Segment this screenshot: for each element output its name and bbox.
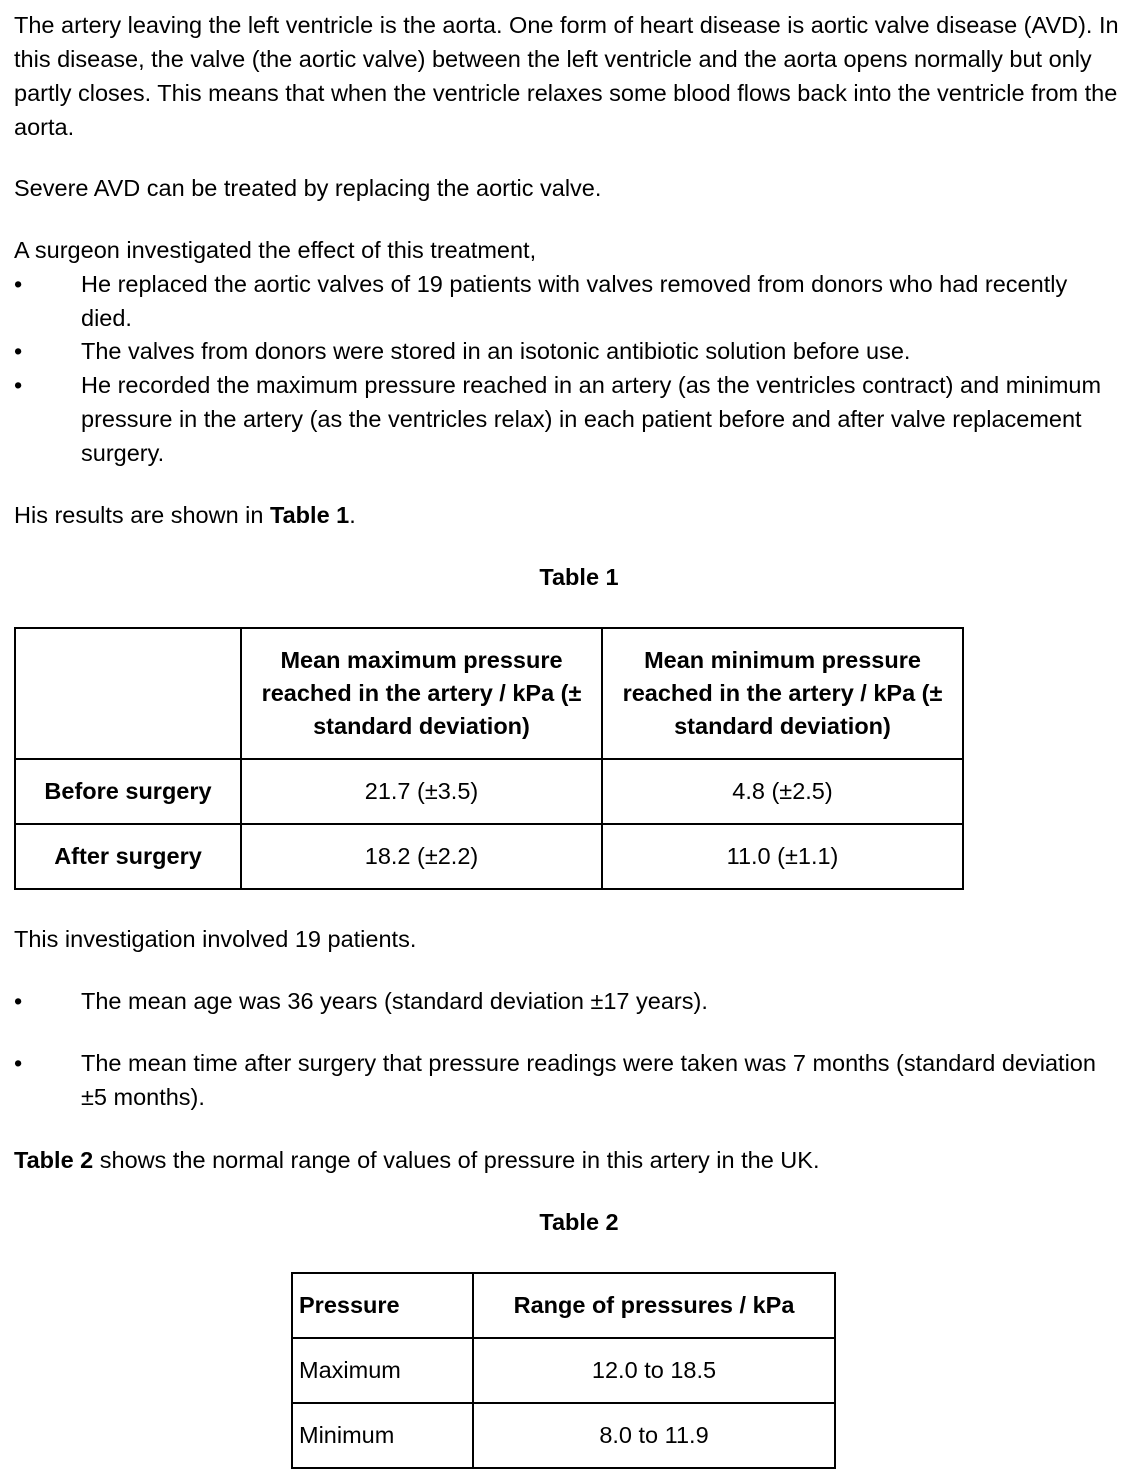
table1-row-label: After surgery [15,824,241,889]
table1-header-cell [15,628,241,759]
table2-ref: Table 2 [14,1147,94,1173]
treatment-paragraph: Severe AVD can be treated by replacing the aortic valve. [14,175,602,201]
bullet-icon: • [14,372,23,398]
method-bullet [14,368,1114,470]
intro-paragraph: The artery leaving the left ventricle is the aorta. One form of heart disease is aortic valve disease (AVD). In this disease, the valve (the aortic valve) between the left ventricle and the aorta opens normally but only partly closes. This means that when the ventricle relaxes some blood flows back into the ventricle from the aorta. [14,12,1119,140]
table2-header-cell: Pressure [292,1273,473,1338]
table1-header-cell: Mean minimum pressure reached in the artery / kPa (± standard deviation) [602,628,963,759]
table1-cell: 21.7 (±3.5) [241,759,602,824]
bullet-icon: • [14,988,23,1014]
patient-bullet-list [14,984,1114,1114]
bullet-icon: • [14,1050,23,1076]
bullet-text: The mean time after surgery that pressure readings were taken was 7 months (standard deviation ±5 months). [81,1050,1096,1110]
table1-cell: 11.0 (±1.1) [602,824,963,889]
table-row [15,824,963,889]
bullet-text: The valves from donors were stored in an isotonic antibiotic solution before use. [81,338,911,364]
results-text: His results are shown in [14,502,270,528]
patient-bullet [14,1046,1114,1114]
patients-paragraph: This investigation involved 19 patients. [14,926,417,952]
bullet-icon: • [14,271,23,297]
table2-row-label: Maximum [292,1338,473,1403]
table1-cell: 4.8 (±2.5) [602,759,963,824]
table2-title: Table 2 [539,1209,619,1235]
method-bullet [14,267,1114,334]
bullet-text: He replaced the aortic valves of 19 patients with valves removed from donors who had recently died. [81,271,1068,331]
method-bullet-list [14,267,1114,470]
table-row [15,759,963,824]
table1 [14,627,964,890]
table1-header-cell: Mean maximum pressure reached in the artery / kPa (± standard deviation) [241,628,602,759]
patient-bullet [14,984,1114,1046]
results-suffix: . [349,502,356,528]
method-bullet [14,334,1114,368]
table1-header-row [15,628,963,759]
table1-title: Table 1 [539,564,619,590]
table2-header-cell: Range of pressures / kPa [473,1273,835,1338]
results-sentence [14,498,356,532]
table1-cell: 18.2 (±2.2) [241,824,602,889]
table2-intro [14,1143,819,1177]
bullet-icon: • [14,338,23,364]
table2-header-row [292,1273,835,1338]
table-row [292,1338,835,1403]
table2-intro-text: shows the normal range of values of pressure in this artery in the UK. [93,1147,820,1173]
table-row [292,1403,835,1468]
table2-cell: 8.0 to 11.9 [473,1403,835,1468]
table1-row-label: Before surgery [15,759,241,824]
bullet-text: He recorded the maximum pressure reached in an artery (as the ventricles contract) and minimum pressure in the artery (as the ventricles relax) in each patient before and after valve replacement surgery. [81,372,1102,466]
results-table-ref: Table 1 [270,502,350,528]
bullet-text: The mean age was 36 years (standard deviation ±17 years). [81,988,708,1014]
investigation-paragraph: A surgeon investigated the effect of this treatment, [14,237,537,263]
table2-cell: 12.0 to 18.5 [473,1338,835,1403]
table2 [291,1272,836,1469]
table2-row-label: Minimum [292,1403,473,1468]
